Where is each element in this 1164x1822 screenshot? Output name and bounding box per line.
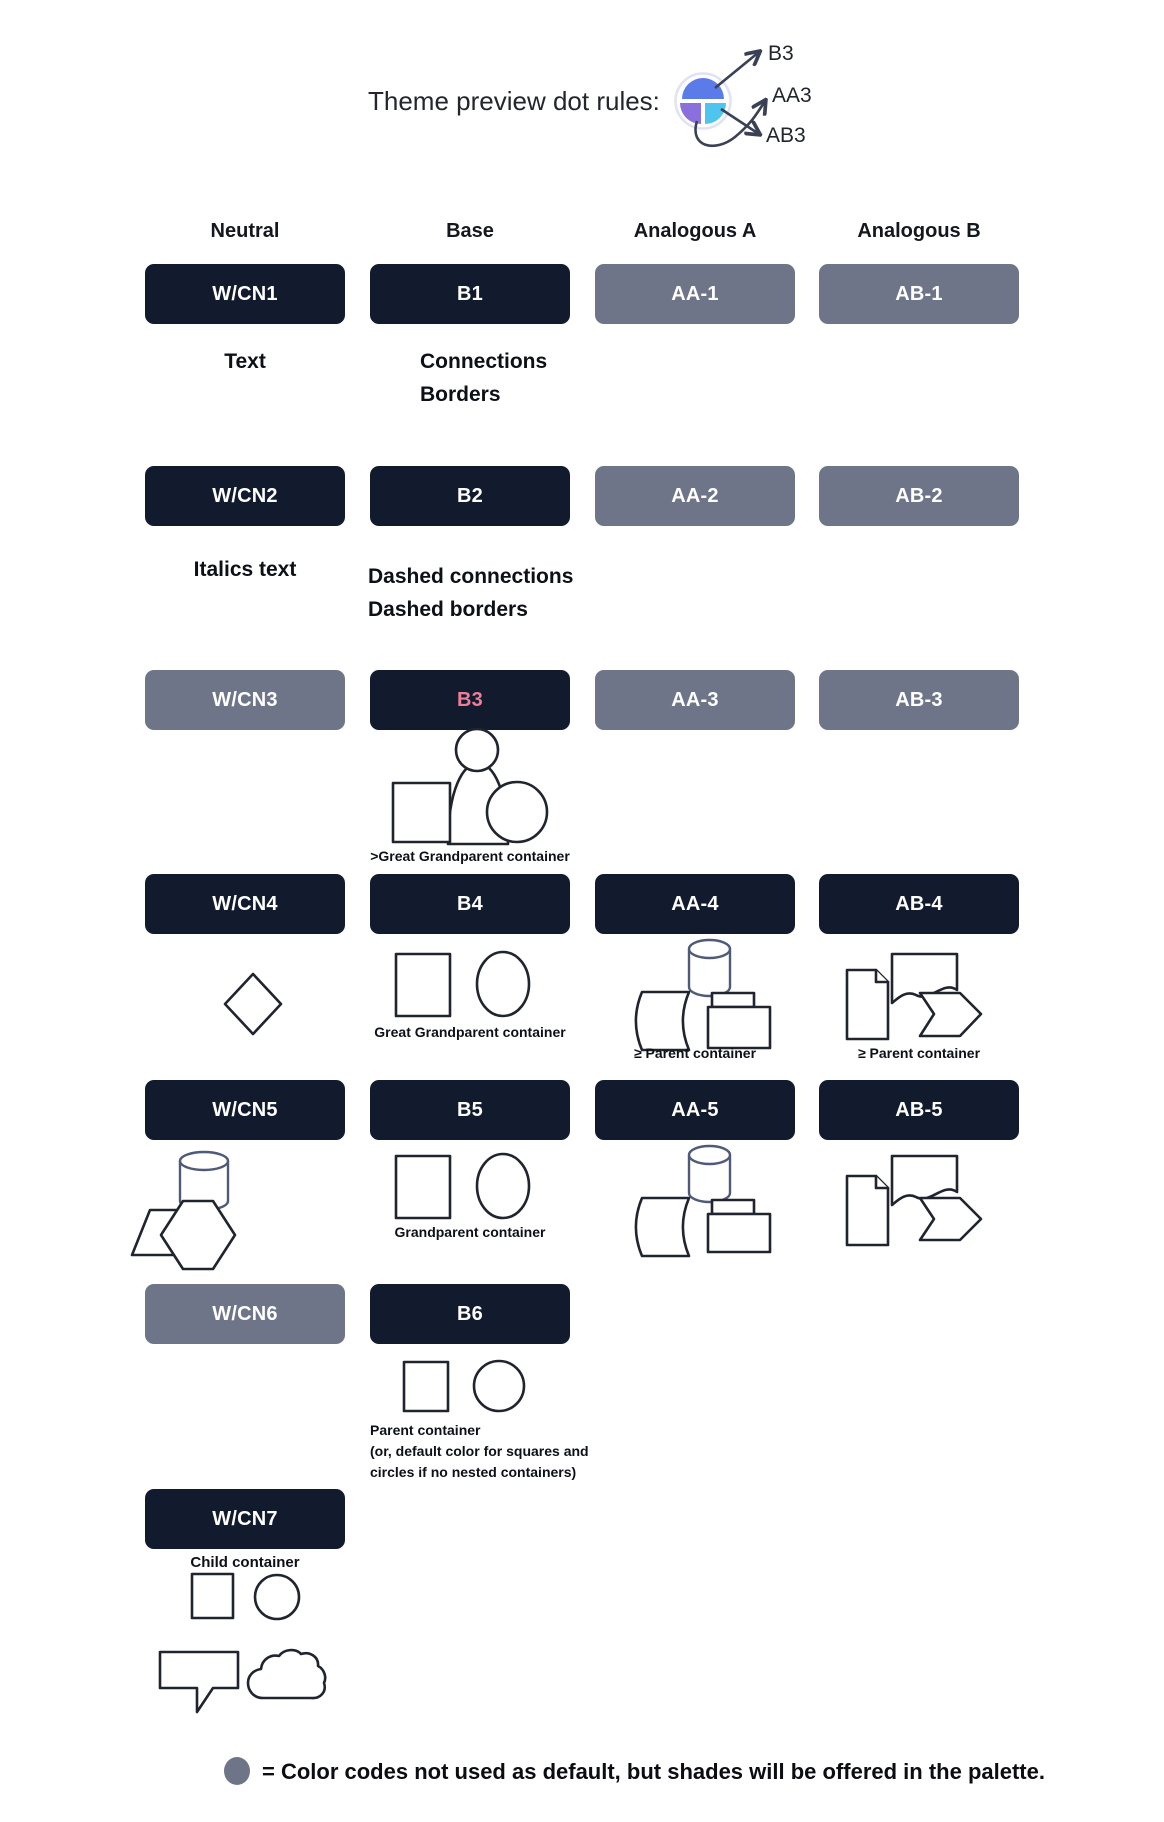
b5-shapes	[390, 1148, 540, 1224]
caption-great-grandparent-gt: >Great Grandparent container	[370, 848, 570, 864]
folder-body-shape	[708, 1007, 770, 1048]
caption-borders: Borders	[420, 383, 501, 406]
caption-dashed	[368, 560, 573, 626]
page-title: Theme preview dot rules:	[368, 86, 660, 116]
ab4-shapes	[840, 948, 990, 1043]
diamond-shape	[225, 974, 281, 1034]
chevron-shape	[920, 1198, 981, 1240]
aa4-shapes	[626, 936, 776, 1052]
swatch-ab2: AB-2	[819, 466, 1019, 526]
swatch-ab1: AB-1	[819, 264, 1019, 324]
caption-grandparent: Grandparent container	[394, 1224, 546, 1240]
caption-connections-borders	[420, 345, 547, 411]
swatch-wcn2: W/CN2	[145, 466, 345, 526]
cylinder-top-shape	[689, 1146, 730, 1164]
swatch-wcn6: W/CN6	[145, 1284, 345, 1344]
column-header-neutral: Neutral	[210, 220, 280, 242]
caption-parent-line1: Parent container	[370, 1422, 481, 1438]
caption-child-container: Child container	[190, 1554, 300, 1571]
person-head-shape	[456, 729, 498, 771]
swatch-aa2: AA-2	[595, 466, 795, 526]
swatch-wcn3: W/CN3	[145, 670, 345, 730]
caption-dashed-borders: Dashed borders	[368, 598, 528, 621]
column-header-analogous-b: Analogous B	[857, 220, 981, 242]
circle-shape	[255, 1575, 299, 1619]
circle-shape	[487, 782, 547, 842]
swatch-b5: B5	[370, 1080, 570, 1140]
cloud-shape	[248, 1650, 325, 1698]
folder-tab-shape	[712, 1200, 754, 1214]
square-shape	[393, 783, 450, 842]
circle-shape	[477, 1154, 529, 1218]
caption-parent-line2: (or, default color for squares and	[370, 1443, 589, 1459]
swatch-b6: B6	[370, 1284, 570, 1344]
caption-connections: Connections	[420, 350, 548, 373]
swatch-aa5: AA-5	[595, 1080, 795, 1140]
swatch-ab5: AB-5	[819, 1080, 1019, 1140]
stored-data-shape	[636, 992, 689, 1050]
swatch-aa4: AA-4	[595, 874, 795, 934]
column-header-base: Base	[446, 220, 494, 242]
caption-parent-block	[370, 1420, 589, 1483]
swatch-b2: B2	[370, 466, 570, 526]
wcn4-shapes	[223, 972, 283, 1036]
swatch-wcn5: W/CN5	[145, 1080, 345, 1140]
column-header-analogous-a: Analogous A	[633, 220, 757, 242]
ab5-shapes	[840, 1150, 990, 1248]
legend-text: = Color codes not used as default, but shades will be offered in the palette.	[262, 1759, 1045, 1784]
speech-bubble-shape	[160, 1652, 238, 1712]
dot-rule-label-b3: B3	[768, 42, 794, 65]
swatch-ab4: AB-4	[819, 874, 1019, 934]
dot-rule-label-ab3: AB3	[766, 124, 806, 147]
cylinder-top-shape	[689, 940, 730, 958]
swatch-aa1: AA-1	[595, 264, 795, 324]
swatch-wcn4: W/CN4	[145, 874, 345, 934]
theme-dot-diagram	[655, 15, 855, 165]
folder-tab-shape	[712, 993, 754, 1007]
b3-shapes	[370, 722, 586, 848]
swatch-aa3: AA-3	[595, 670, 795, 730]
cylinder-top-shape	[180, 1152, 228, 1170]
swatch-ab3: AB-3	[819, 670, 1019, 730]
wcn7-shapes	[150, 1565, 340, 1725]
circle-shape	[474, 1361, 524, 1411]
square-shape	[396, 954, 450, 1016]
chevron-shape	[920, 993, 981, 1036]
swatch-wcn1: W/CN1	[145, 264, 345, 324]
caption-text: Text	[224, 350, 266, 373]
swatch-b4: B4	[370, 874, 570, 934]
b4-shapes	[390, 946, 540, 1022]
dot-rule-label-aa3: AA3	[772, 84, 812, 107]
document-fold-shape	[876, 970, 888, 982]
dot-top-blue-segment	[682, 78, 724, 99]
square-shape	[404, 1362, 448, 1411]
caption-great-grandparent: Great Grandparent container	[374, 1024, 566, 1040]
circle-shape	[477, 952, 529, 1016]
swatch-wcn7: W/CN7	[145, 1489, 345, 1549]
aa5-shapes	[626, 1142, 776, 1258]
square-shape	[192, 1574, 233, 1618]
caption-gte-parent-aa: ≥ Parent container	[633, 1045, 757, 1061]
caption-parent-line3: circles if no nested containers)	[370, 1464, 577, 1480]
caption-gte-parent-ab: ≥ Parent container	[857, 1045, 981, 1061]
folder-body-shape	[708, 1214, 770, 1252]
wcn5-shapes	[125, 1140, 255, 1275]
caption-italics-text: Italics text	[193, 558, 297, 581]
swatch-b3: B3	[370, 670, 570, 730]
stored-data-shape	[636, 1198, 689, 1256]
arrow-to-b3	[715, 52, 759, 88]
swatch-b1: B1	[370, 264, 570, 324]
caption-dashed-connections: Dashed connections	[368, 565, 574, 588]
arrow-to-ab3	[721, 109, 759, 134]
legend-gray-dot	[224, 1757, 250, 1785]
b6-shapes	[390, 1354, 540, 1418]
square-shape	[396, 1156, 450, 1218]
